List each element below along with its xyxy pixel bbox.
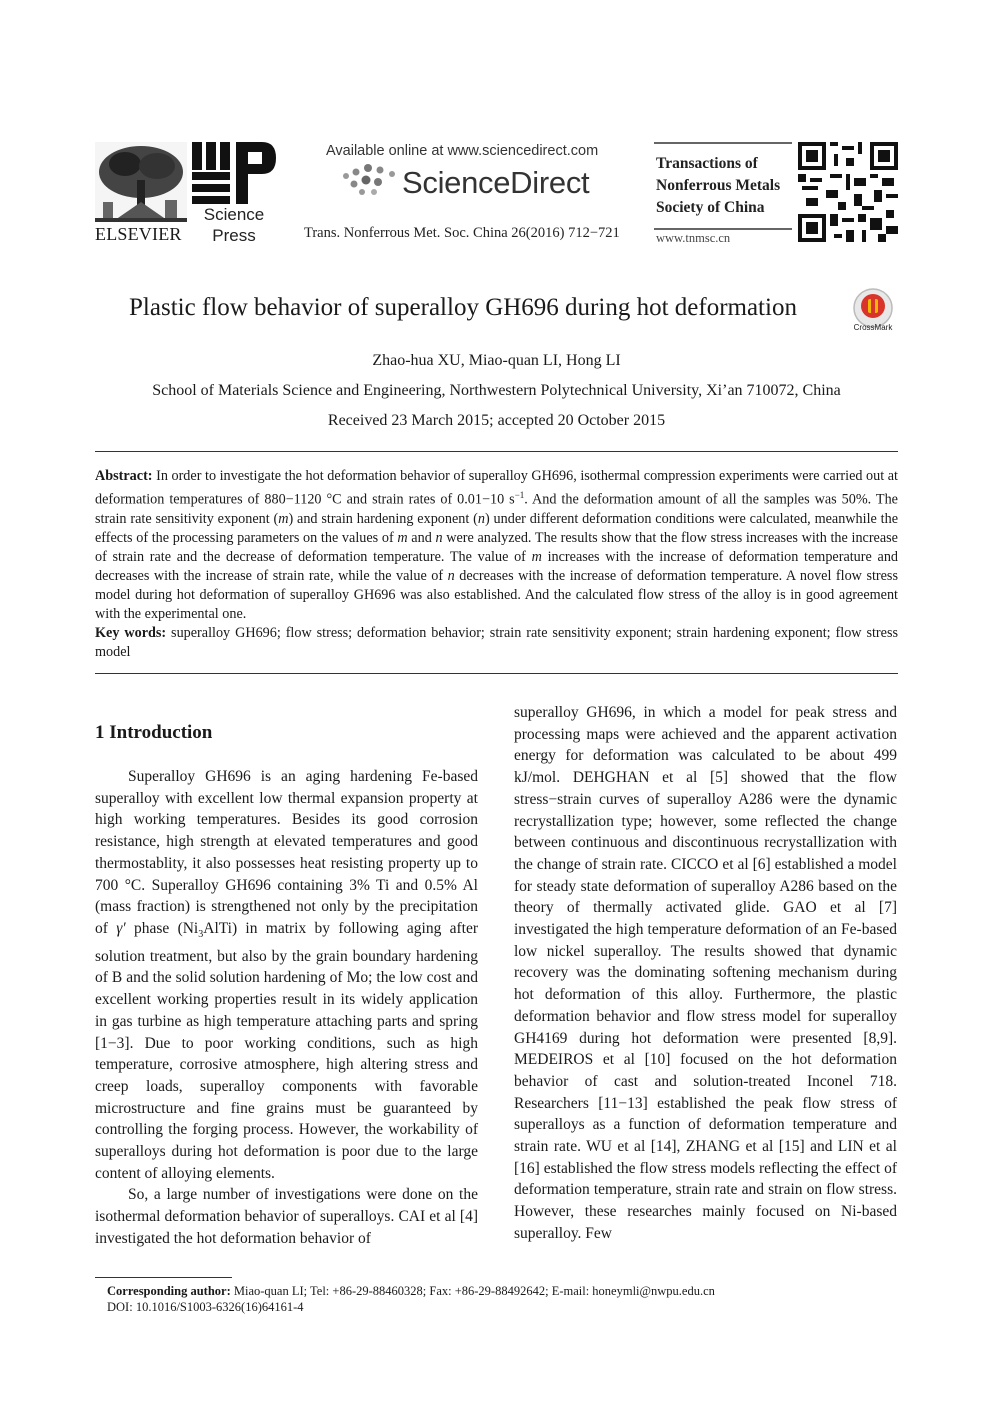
left-column — [95, 766, 478, 1250]
paper-affiliation: School of Materials Science and Engineering, Northwestern Polytechnical University, Xi’an 710072, China — [152, 382, 841, 399]
abstract-label: Abstract: — [95, 468, 153, 484]
intro-paragraph-1: Superalloy GH696 is an aging hardening Fe-based superalloy with excellent low thermal expansion property at high working temperatures. Besides its good corrosion resistance, high strength at elevated temperatures and good thermostablity, it also possesses heat resisting property up to 700 °C. Superalloy GH696 containing 3% Ti and 0.5% Al (mass fraction) is strengthened not only by the precipitation of γ′ phase $(Ni_3AlTi)$ in matrix by following aging after solution treatment, but also by the grain boundary hardening of B and the solid solution hardening of Mo; the low cost and excellent working properties result in its widely application in gas turbine as high temperature attaching parts and spring [1−3]. Due to poor working conditions, such as high temperature, corrosive atmosphere, high altering stress and creep loads, superalloy components with favorable microstructure and fine grains must be guaranteed by controlling the forging process. However, the workability of superalloys during hot deformation is poor due to the large content of alloying elements. — [95, 768, 478, 1182]
qr-code-icon — [798, 142, 898, 242]
footnote-divider — [95, 1277, 232, 1278]
abstract — [95, 467, 898, 662]
journal-title: Transactions of Nonferrous Metals Society of China — [656, 155, 781, 216]
abstract-paragraph: Abstract: In order to investigate the hot deformation behavior of superalloy GH696, isothermal compression experiments were carried out at deformation temperatures of 880−1120 °C and strain rates of 0.01−10 $s^{-1}$. And the deformation amount of all the samples was 50%. The strain rate sensitivity exponent (m) and strain hardening exponent (n) under different deformation conditions were calculated, meanwhile the effects of the processing parameters on the values of m and n were analyzed. The results show that the flow stress increases with the increase of strain rate and the decrease of deformation temperature. The value of m increases with the increase of deformation temperature and decreases with the increase of strain rate, while the value of n decreases with the increase of deformation temperature. A novel flow stress model during hot deformation of superalloy GH696 was also established. And the calculated flow stress of the alloy is in good agreement with the experimental one. — [95, 468, 899, 622]
elsevier-label: ELSEVIER — [95, 224, 182, 244]
science-press-logo — [192, 142, 276, 206]
available-online-text: Available online at www.sciencedirect.com — [326, 143, 599, 159]
intro-paragraph-2: So, a large number of investigations were done on the isothermal deformation behavior of superalloys. CAI et al [4] investigated the hot deformation behavior of — [95, 1186, 478, 1247]
sciencedirect-dots-icon — [340, 162, 402, 198]
intro-paragraph-continued: superalloy GH696, in which a model for peak stress and processing maps were achieved and the apparent activation energy for deformation was calculated to be about 499 kJ/mol. DEHGHAN et al [5] showed that the flow stress−strain curves of superalloy A286 were the dynamic recrystallization type; however, some reflected the change between continuous and discontinuous recrystallization with the change of strain rate. CICCO et al [6] established a model for steady state deformation of superalloy A286 based on the theory of thermally activated glide. GAO et al [7] investigated the high temperature deformation of an Fe-based low nickel superalloy. The results showed that dynamic recovery was the dominating softening mechanism during hot deformation of this alloy. Furthermore, the plastic deformation behavior and flow stress model for superalloy GH4169 during hot deformation were presented [8,9]. MEDEIROS et al [10] focused on the hot deformation behavior of cast and solution-treated Inconel 718. Researchers [11−13] established the peak flow stress of superalloys as a function of deformation temperature and strain rate. WU et al [14], ZHANG et al [15] and LIN et al [16] established the flow stress models reflecting the effect of deformation temperature, strain rate and strain on flow stress. However, these researches mainly focused on Ni-based superalloy. Few — [514, 704, 897, 1242]
abstract-divider — [95, 673, 898, 674]
keywords-label: Key words: — [95, 624, 167, 641]
sciencedirect-label: ScienceDirect — [402, 165, 590, 200]
doi[interactable]: DOI: 10.1016/S1003-6326(16)64161-4 — [107, 1300, 304, 1314]
paper-dates: Received 23 March 2015; accepted 20 October 2015 — [327, 412, 666, 429]
top-divider — [95, 451, 898, 452]
crossmark-label: CrossMark — [853, 323, 893, 332]
journal-url: www.tnmsc.cn — [656, 231, 731, 245]
paper-authors: Zhao-hua XU, Miao-quan LI, Hong LI — [372, 352, 621, 369]
paper-title: Plastic flow behavior of superalloy GH696 during hot deformation — [129, 294, 797, 321]
corresponding-author: Corresponding author: Miao-quan LI; Tel: +86-29-88460328; Fax: +86-29-88492642; E-mail: honeymli@nwpu.edu.cn — [107, 1284, 715, 1298]
right-column — [514, 702, 897, 1245]
science-press-label: Science Press — [203, 205, 265, 245]
keywords: Key words: superalloy GH696; flow stress; deformation behavior; strain rate sensitivity exponent; strain hardening exponent; flow stress model — [95, 624, 898, 660]
journal-reference: Trans. Nonferrous Met. Soc. China 26(2016) 712−721 — [304, 225, 620, 241]
section-heading: 1 Introduction — [95, 722, 213, 743]
